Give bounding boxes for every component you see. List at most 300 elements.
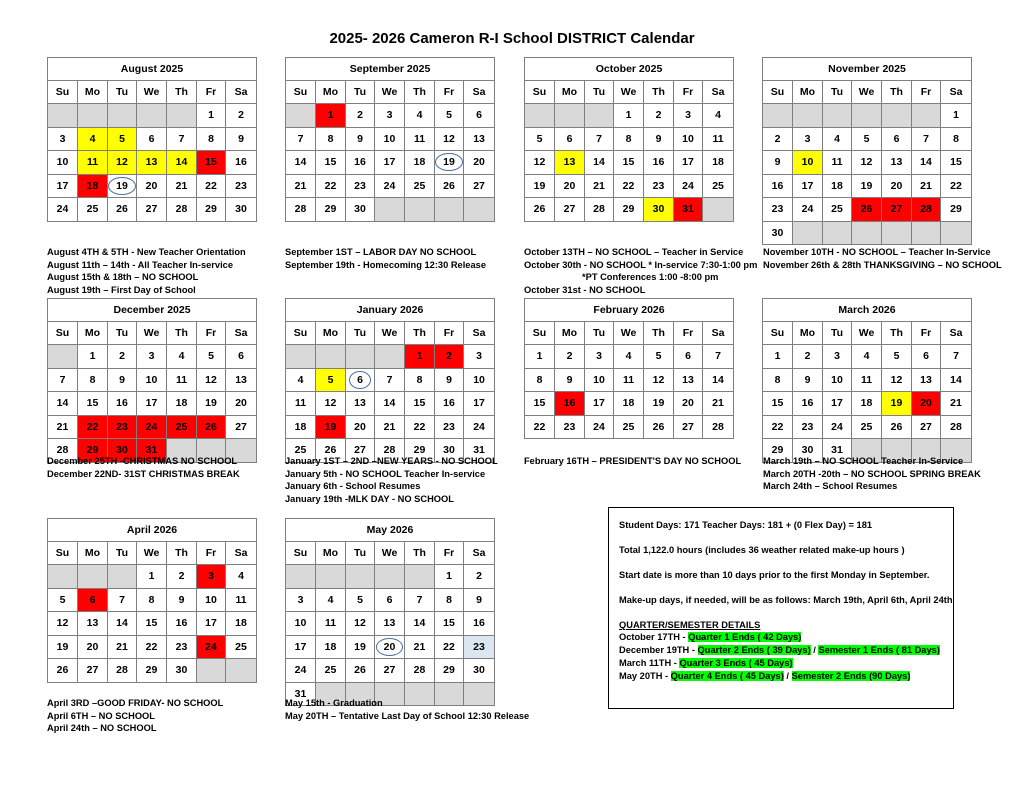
weekday-label: Mo [555, 81, 585, 104]
weekday-label: Fr [674, 322, 703, 345]
day-cell: 6 [78, 588, 108, 612]
day-cell: 6 [674, 345, 703, 369]
day-cell: 6 [464, 104, 495, 128]
day-cell: 12 [644, 368, 674, 392]
day-cell: 22 [525, 415, 555, 439]
empty-day-cell [316, 565, 346, 589]
day-cell: 16 [763, 174, 793, 198]
day-cell: 12 [316, 392, 346, 416]
weekday-label: Tu [108, 81, 137, 104]
weekday-label: We [852, 81, 882, 104]
day-cell: 1 [316, 104, 346, 128]
day-cell: 13 [137, 151, 167, 175]
day-cell: 1 [78, 345, 108, 369]
day-cell: 25 [167, 415, 197, 439]
separator: / [810, 645, 819, 655]
day-cell: 5 [435, 104, 464, 128]
day-cell: 24 [375, 174, 405, 198]
weekday-label: Sa [941, 322, 972, 345]
day-cell: 24 [48, 198, 78, 222]
weekday-label: Sa [941, 81, 972, 104]
month-september-2025 [285, 57, 495, 222]
day-cell: 3 [823, 345, 852, 369]
weekday-label: Su [286, 81, 316, 104]
notes-august [47, 246, 246, 297]
day-cell: 17 [286, 635, 316, 659]
day-cell: 27 [674, 415, 703, 439]
weekday-label: We [614, 81, 644, 104]
day-cell: 30 [226, 198, 257, 222]
day-cell: 10 [674, 127, 703, 151]
day-cell: 19 [882, 392, 912, 416]
weekday-label: Mo [793, 81, 823, 104]
day-cell: 6 [226, 345, 257, 369]
day-cell: 22 [197, 174, 226, 198]
day-cell: 5 [316, 368, 346, 392]
day-cell: 2 [346, 104, 375, 128]
day-cell: 7 [912, 127, 941, 151]
day-cell: 4 [226, 565, 257, 589]
day-cell: 14 [912, 151, 941, 175]
month-november-2025 [762, 57, 972, 245]
note-line: May 20TH – Tentative Last Day of School 12:30 Release [285, 710, 530, 721]
day-cell: 18 [703, 151, 734, 175]
weekday-label: Su [525, 322, 555, 345]
weekday-label: We [614, 322, 644, 345]
day-cell: 22 [614, 174, 644, 198]
day-cell: 18 [614, 392, 644, 416]
day-cell: 23 [108, 415, 137, 439]
day-cell: 8 [137, 588, 167, 612]
note-line: March 20TH -20th – NO SCHOOL SPRING BREAK [763, 468, 981, 479]
day-cell: 21 [375, 415, 405, 439]
day-cell: 23 [435, 415, 464, 439]
day-cell: 7 [108, 588, 137, 612]
day-cell: 5 [525, 127, 555, 151]
day-cell: 13 [78, 612, 108, 636]
day-cell: 20 [882, 174, 912, 198]
day-cell: 29 [316, 198, 346, 222]
weekday-label: Th [167, 81, 197, 104]
weekday-label: Fr [912, 322, 941, 345]
day-cell: 8 [614, 127, 644, 151]
day-cell: 4 [78, 127, 108, 151]
weekday-label: We [375, 81, 405, 104]
day-cell: 27 [464, 174, 495, 198]
day-cell: 17 [137, 392, 167, 416]
day-cell: 17 [197, 612, 226, 636]
weekday-label: Mo [316, 322, 346, 345]
day-cell: 5 [852, 127, 882, 151]
empty-day-cell [137, 104, 167, 128]
day-cell: 13 [674, 368, 703, 392]
separator: / [783, 671, 792, 681]
day-cell: 20 [464, 151, 495, 175]
day-cell: 29 [137, 659, 167, 683]
day-cell: 9 [763, 151, 793, 175]
day-cell: 6 [555, 127, 585, 151]
day-cell: 10 [375, 127, 405, 151]
day-cell: 30 [435, 439, 464, 463]
day-cell: 29 [78, 439, 108, 463]
note-line: August 15th & 18th – NO SCHOOL [47, 272, 199, 283]
day-cell: 10 [823, 368, 852, 392]
day-cell: 8 [435, 588, 464, 612]
weekday-label: Sa [464, 81, 495, 104]
day-cell: 21 [703, 392, 734, 416]
day-cell: 14 [585, 151, 614, 175]
day-cell: 11 [167, 368, 197, 392]
weekday-label: Mo [78, 81, 108, 104]
month-name: December 2025 [48, 299, 257, 322]
day-cell: 16 [108, 392, 137, 416]
empty-day-cell [48, 104, 78, 128]
weekday-label: Su [763, 322, 793, 345]
day-cell: 4 [286, 368, 316, 392]
day-cell: 23 [226, 174, 257, 198]
day-cell: 18 [167, 392, 197, 416]
empty-day-cell [555, 104, 585, 128]
day-cell: 11 [226, 588, 257, 612]
day-cell: 23 [555, 415, 585, 439]
day-cell: 13 [882, 151, 912, 175]
month-name: October 2025 [525, 58, 734, 81]
empty-day-cell [286, 345, 316, 369]
empty-day-cell [286, 565, 316, 589]
day-cell: 21 [405, 635, 435, 659]
day-cell: 11 [405, 127, 435, 151]
day-cell: 5 [346, 588, 375, 612]
day-cell: 28 [703, 415, 734, 439]
month-october-2025 [524, 57, 734, 222]
empty-day-cell [78, 565, 108, 589]
empty-day-cell [78, 104, 108, 128]
weekday-label: Th [644, 322, 674, 345]
day-cell: 9 [346, 127, 375, 151]
note-line: October 31st - NO SCHOOL [524, 285, 646, 296]
day-cell: 11 [286, 392, 316, 416]
day-cell: 16 [555, 392, 585, 416]
day-cell: 8 [763, 368, 793, 392]
day-cell: 26 [346, 659, 375, 683]
note-line: October 13TH – NO SCHOOL – Teacher in Service [524, 247, 744, 257]
day-cell: 12 [48, 612, 78, 636]
weekday-label: Fr [197, 81, 226, 104]
day-cell: 14 [108, 612, 137, 636]
empty-day-cell [286, 104, 316, 128]
day-cell: 8 [525, 368, 555, 392]
day-cell: 1 [197, 104, 226, 128]
day-cell: 29 [435, 659, 464, 683]
weekday-label: Tu [346, 542, 375, 565]
day-cell: 8 [197, 127, 226, 151]
notes-december [47, 455, 240, 480]
empty-day-cell [405, 565, 435, 589]
day-cell: 20 [555, 174, 585, 198]
day-cell: 26 [48, 659, 78, 683]
day-cell: 5 [644, 345, 674, 369]
day-cell: 27 [882, 198, 912, 222]
weekday-label: Fr [912, 81, 941, 104]
note-line: August 19th – First Day of School [47, 285, 196, 296]
day-cell: 8 [405, 368, 435, 392]
day-cell: 30 [167, 659, 197, 683]
weekday-label: Sa [703, 81, 734, 104]
day-cell: 27 [375, 659, 405, 683]
day-cell: 24 [674, 174, 703, 198]
weekday-label: We [137, 322, 167, 345]
day-cell: 2 [793, 345, 823, 369]
day-cell: 25 [614, 415, 644, 439]
empty-day-cell [167, 104, 197, 128]
details-heading: QUARTER/SEMESTER DETAILS [619, 620, 761, 630]
empty-day-cell [48, 345, 78, 369]
weekday-label: Th [405, 322, 435, 345]
day-cell: 26 [644, 415, 674, 439]
day-cell: 1 [763, 345, 793, 369]
day-cell: 25 [226, 635, 257, 659]
month-february-2026 [524, 298, 734, 439]
day-cell: 12 [882, 368, 912, 392]
day-cell: 24 [793, 198, 823, 222]
day-cell: 17 [674, 151, 703, 175]
day-cell: 14 [167, 151, 197, 175]
day-cell: 25 [316, 659, 346, 683]
day-cell: 20 [137, 174, 167, 198]
summary-days: Student Days: 171 Teacher Days: 181 + (0 Flex Day) = 181 [619, 520, 873, 530]
q4-end: Quarter 4 Ends ( 45 Days) [670, 671, 784, 681]
day-cell: 15 [316, 151, 346, 175]
q1-end: Quarter 1 Ends ( 42 Days) [688, 632, 802, 642]
empty-day-cell [346, 345, 375, 369]
weekday-label: Fr [435, 322, 464, 345]
day-cell: 2 [108, 345, 137, 369]
day-cell: 10 [137, 368, 167, 392]
empty-day-cell [108, 565, 137, 589]
note-line: *PT Conferences 1:00 -8:00 pm [582, 272, 719, 283]
day-cell: 19 [852, 174, 882, 198]
empty-day-cell [525, 104, 555, 128]
day-cell: 15 [405, 392, 435, 416]
summary-makeup: Make-up days, if needed, will be as follows: March 19th, April 6th, April 24th [619, 595, 953, 605]
day-cell: 24 [137, 415, 167, 439]
day-cell: 8 [941, 127, 972, 151]
day-cell: 26 [197, 415, 226, 439]
day-cell: 7 [585, 127, 614, 151]
day-cell: 26 [435, 174, 464, 198]
day-cell: 6 [912, 345, 941, 369]
day-cell: 23 [346, 174, 375, 198]
day-cell: 18 [852, 392, 882, 416]
note-line: January 19th -MLK DAY - NO SCHOOL [285, 494, 454, 505]
weekday-label: Sa [226, 542, 257, 565]
day-cell: 20 [674, 392, 703, 416]
day-cell: 13 [912, 368, 941, 392]
day-cell: 31 [674, 198, 703, 222]
day-cell: 3 [286, 588, 316, 612]
weekday-label: Th [644, 81, 674, 104]
day-cell: 10 [793, 151, 823, 175]
day-cell: 23 [644, 174, 674, 198]
day-cell: 21 [912, 174, 941, 198]
day-cell: 20 [226, 392, 257, 416]
weekday-label: We [852, 322, 882, 345]
day-cell: 1 [525, 345, 555, 369]
day-cell: 18 [405, 151, 435, 175]
note-line: January 6th - School Resumes [285, 481, 421, 492]
day-cell: 16 [464, 612, 495, 636]
empty-day-cell [882, 104, 912, 128]
weekday-label: Th [405, 81, 435, 104]
day-cell: 16 [435, 392, 464, 416]
q3-line [619, 658, 793, 668]
day-cell: 20 [375, 635, 405, 659]
day-cell: 8 [78, 368, 108, 392]
day-cell: 6 [346, 368, 375, 392]
notes-october [524, 246, 757, 297]
day-cell: 30 [464, 659, 495, 683]
day-cell: 17 [823, 392, 852, 416]
day-cell: 7 [48, 368, 78, 392]
weekday-label: Tu [346, 81, 375, 104]
day-cell: 17 [464, 392, 495, 416]
q2-line [619, 645, 940, 655]
month-name: September 2025 [286, 58, 495, 81]
weekday-label: Su [763, 81, 793, 104]
day-cell: 22 [137, 635, 167, 659]
day-cell: 31 [823, 439, 852, 463]
day-cell: 30 [644, 198, 674, 222]
day-cell: 11 [316, 612, 346, 636]
day-cell: 16 [167, 612, 197, 636]
note-line: April 24th – NO SCHOOL [47, 723, 157, 734]
weekday-label: Sa [464, 542, 495, 565]
day-cell: 21 [48, 415, 78, 439]
day-cell: 9 [464, 588, 495, 612]
empty-day-cell [435, 198, 464, 222]
empty-day-cell [852, 221, 882, 245]
day-cell: 28 [167, 198, 197, 222]
day-cell: 4 [405, 104, 435, 128]
day-cell: 25 [286, 439, 316, 463]
day-cell: 21 [941, 392, 972, 416]
day-cell: 10 [48, 151, 78, 175]
month-name: November 2025 [763, 58, 972, 81]
month-name: May 2026 [286, 519, 495, 542]
day-cell: 11 [852, 368, 882, 392]
empty-day-cell [912, 221, 941, 245]
q3-end: Quarter 3 Ends ( 45 Days) [679, 658, 793, 668]
note-line: September 1ST – LABOR DAY NO SCHOOL [285, 247, 477, 257]
notes-january [285, 455, 498, 506]
day-cell: 29 [941, 198, 972, 222]
empty-day-cell [375, 565, 405, 589]
day-cell: 15 [137, 612, 167, 636]
day-cell: 7 [405, 588, 435, 612]
day-cell: 29 [405, 439, 435, 463]
day-cell: 22 [435, 635, 464, 659]
day-cell: 11 [78, 151, 108, 175]
empty-day-cell [763, 104, 793, 128]
day-cell: 25 [78, 198, 108, 222]
q1-line [619, 632, 801, 642]
q3-date: March 11TH - [619, 658, 680, 668]
q4-date: May 20TH - [619, 671, 671, 681]
day-cell: 29 [763, 439, 793, 463]
day-cell: 17 [793, 174, 823, 198]
day-cell: 13 [226, 368, 257, 392]
day-cell: 2 [644, 104, 674, 128]
day-cell: 21 [286, 174, 316, 198]
month-name: January 2026 [286, 299, 495, 322]
day-cell: 2 [763, 127, 793, 151]
day-cell: 16 [644, 151, 674, 175]
empty-day-cell [375, 198, 405, 222]
weekday-label: Mo [316, 542, 346, 565]
weekday-label: Tu [823, 81, 852, 104]
day-cell: 25 [852, 415, 882, 439]
day-cell: 13 [375, 612, 405, 636]
month-march-2026 [762, 298, 972, 463]
day-cell: 3 [585, 345, 614, 369]
day-cell: 16 [793, 392, 823, 416]
empty-day-cell [703, 198, 734, 222]
calendar-title: 2025- 2026 Cameron R-I School DISTRICT Calendar [329, 30, 695, 47]
day-cell: 19 [435, 151, 464, 175]
empty-day-cell [852, 104, 882, 128]
empty-day-cell [108, 104, 137, 128]
day-cell: 19 [346, 635, 375, 659]
day-cell: 24 [286, 659, 316, 683]
day-cell: 19 [525, 174, 555, 198]
note-line: November 10TH - NO SCHOOL – Teacher In-Service [763, 247, 991, 257]
note-line: October 30th - NO SCHOOL * In-service 7:30-1:00 pm [524, 259, 758, 270]
note-line: April 3RD –GOOD FRIDAY- NO SCHOOL [47, 698, 224, 708]
notes-november [763, 246, 1002, 271]
day-cell: 28 [108, 659, 137, 683]
day-cell: 24 [585, 415, 614, 439]
day-cell: 28 [912, 198, 941, 222]
empty-day-cell [48, 565, 78, 589]
day-cell: 1 [614, 104, 644, 128]
day-cell: 5 [48, 588, 78, 612]
weekday-label: Mo [555, 322, 585, 345]
note-line: February 16TH – PRESIDENT'S DAY NO SCHOOL [524, 456, 742, 466]
weekday-label: Su [48, 542, 78, 565]
day-cell: 3 [137, 345, 167, 369]
day-cell: 31 [464, 439, 495, 463]
weekday-label: We [137, 542, 167, 565]
day-cell: 1 [941, 104, 972, 128]
day-cell: 14 [48, 392, 78, 416]
empty-day-cell [405, 198, 435, 222]
day-cell: 10 [585, 368, 614, 392]
summary-hours: Total 1,122.0 hours (includes 36 weather related make-up hours ) [619, 545, 905, 555]
day-cell: 15 [197, 151, 226, 175]
day-cell: 29 [614, 198, 644, 222]
note-line: March 19th – NO SCHOOL Teacher In-Service [763, 456, 964, 466]
day-cell: 15 [614, 151, 644, 175]
day-cell: 14 [941, 368, 972, 392]
day-cell: 22 [78, 415, 108, 439]
day-cell: 12 [852, 151, 882, 175]
weekday-label: Sa [703, 322, 734, 345]
weekday-label: Su [286, 542, 316, 565]
weekday-label: Th [882, 81, 912, 104]
day-cell: 22 [941, 174, 972, 198]
day-cell: 1 [435, 565, 464, 589]
note-line: May 15th - Graduation [285, 698, 383, 708]
